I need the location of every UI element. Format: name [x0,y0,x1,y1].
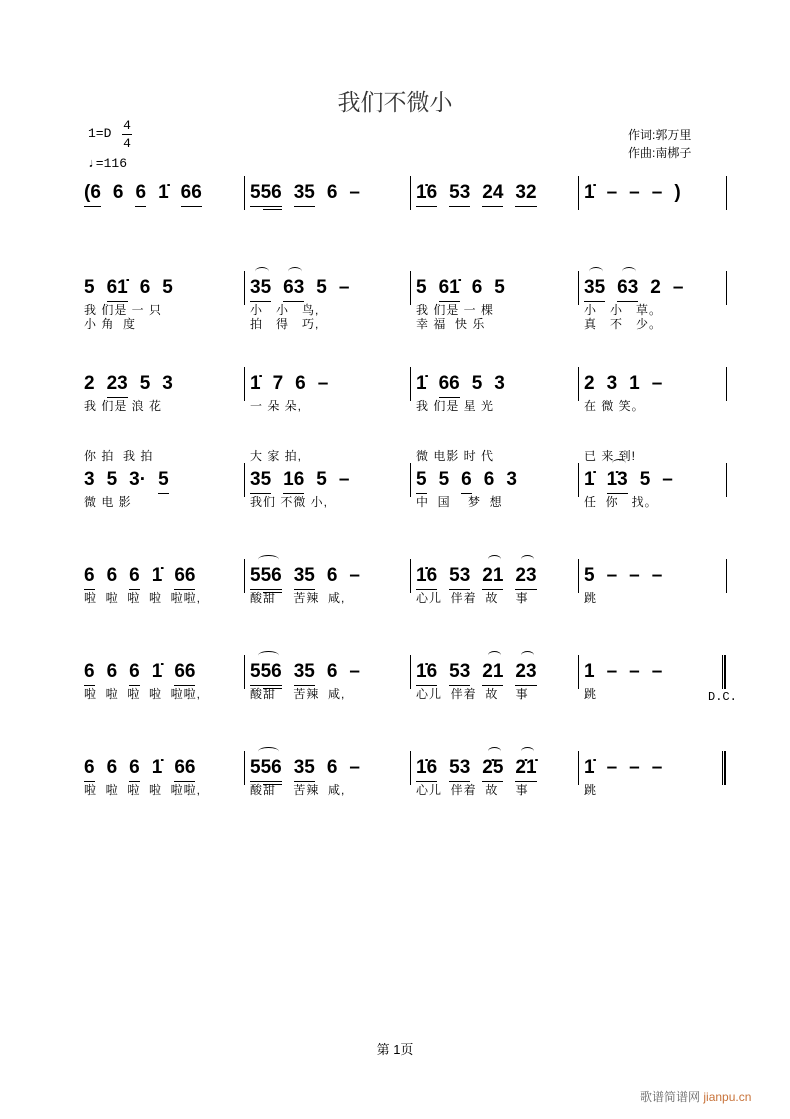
note: 63 [617,277,638,302]
note: 53 [449,661,470,686]
note: 556 [250,757,282,782]
note: 1̇ [584,757,595,778]
lyrics-verse-1: 小 小 鸟, [250,303,320,317]
slur-mark [488,651,502,660]
measure-notes [584,565,674,589]
note: 2̇5 [482,757,503,782]
lyrics-verse-1: 我们 不微 小, [250,495,329,509]
score-row [0,182,790,242]
slur-mark [288,267,302,276]
time-sig-bottom: 4 [123,136,131,151]
note: 35 [250,277,271,302]
lyrics-verse-1: 心儿 伴着 故 事 [416,687,529,701]
note: – [338,277,350,298]
barline [244,367,245,401]
note: 6 [84,565,95,590]
end-barline [722,655,726,689]
barline [578,176,579,210]
lyrics-verse-2: 你 拍 我 拍 [84,449,154,463]
note: 5 [639,469,651,490]
measure-notes [416,565,549,590]
note: 5 [139,373,151,394]
measure-notes [584,661,674,685]
da-capo-marking: D.C. [708,690,737,704]
slur-mark [258,747,279,756]
lyrics-verse-1: 酸甜 苦辣 咸, [250,687,346,701]
score-row [0,373,790,463]
note: 66 [181,182,202,207]
barline [410,655,411,689]
note: – [651,373,663,394]
note: 63 [283,277,304,302]
note: – [349,661,360,682]
note: 35 [584,277,605,302]
note: – [349,565,360,586]
measure-notes [250,757,372,782]
credits [628,126,691,162]
lyrics-verse-1: 酸甜 苦辣 咸, [250,783,346,797]
lyrics-verse-1: 小 小 草。 [584,303,663,317]
barline [410,751,411,785]
end-barline [726,463,727,497]
note: 3 [162,373,173,394]
note: 6 [326,661,338,682]
measure-notes [250,469,361,494]
lyrics-verse-1: 酸甜 苦辣 咸, [250,591,346,605]
note: – [629,661,640,682]
note: 6 [106,565,118,586]
note: 1̇ [250,373,261,394]
lyrics-verse-1: 我 们是 一 只 [84,303,163,317]
lyrics-verse-2: 微 电影 时 代 [416,449,495,463]
note: 35 [294,661,315,686]
note: 23 [515,565,536,590]
measure-notes [84,661,207,686]
note: 6 [461,469,472,494]
end-barline [726,559,727,593]
note: – [606,565,618,586]
note: 556 [250,661,282,686]
note: 5 [438,469,450,490]
barline [578,367,579,401]
end-barline [726,176,727,210]
lyrics-verse-1: 微 电 影 [84,495,132,509]
note: 35 [250,469,271,494]
slur-mark [521,555,535,564]
note: – [606,661,618,682]
barline [578,271,579,305]
note: 5 [494,277,505,298]
note: 21 [482,565,503,590]
lyrics-verse-2: 拍 得 巧, [250,317,320,331]
note: 5 [471,373,483,394]
note: 35 [294,757,315,782]
note: – [651,182,663,203]
lyrics-verse-1: 心儿 伴着 故 事 [416,591,529,605]
song-title: 我们不微小 [337,90,453,116]
note: 66 [174,757,195,782]
lyrics-verse-2: 已 来 到! [584,449,637,463]
barline [578,655,579,689]
end-barline [726,367,727,401]
note: 3· [129,469,147,490]
lyrics-verse-1: 跳 [584,783,598,797]
note: 6 [471,277,483,298]
note: (6 [84,182,101,207]
note: 1̇6 [416,565,437,590]
note: – [629,182,640,203]
note: 1̇ [151,757,163,778]
note: 5 [416,277,427,298]
note: 3 [606,373,618,394]
note: 6 [326,757,338,778]
measure-notes [584,182,693,206]
lyrics-verse-1: 啦 啦 啦 啦 啦啦, [84,783,202,797]
slur-mark [521,747,535,756]
note: 2 [584,373,595,394]
lyrics-verse-2: 幸 福 快 乐 [416,317,486,331]
slur-mark [612,459,626,468]
time-signature [122,118,132,151]
note: 1 [629,373,640,394]
page-number: 第 1页 [376,1042,414,1057]
lyrics-verse-2: 小 角 度 [84,317,137,331]
note: 6 [295,373,306,394]
lyrics-verse-1: 一 朵 朵, [250,399,303,413]
note: 5 [162,277,173,298]
note: 6 [106,661,118,682]
measure-notes [416,182,549,207]
note: 6 [483,469,495,490]
note: 6 [84,661,95,686]
note: 1̇3 [607,469,628,494]
watermark-cn: 歌谱简谱网 [640,1090,701,1104]
note: 6 [135,182,146,207]
note: 6 [129,757,140,782]
barline [410,559,411,593]
note: 1̇ [584,469,595,490]
note: – [651,661,663,682]
barline [578,559,579,593]
score-row [0,277,790,337]
note: – [651,565,663,586]
note: 1̇6 [416,757,437,782]
measure-notes [416,373,517,398]
note: – [349,182,360,203]
measure-notes [84,182,214,207]
key-signature: 1=D [88,126,112,141]
note: 5 [416,469,427,494]
end-barline [722,751,726,785]
lyrics-verse-1: 在 微 笑。 [584,399,645,413]
note: 556 [250,182,282,207]
note: 23 [515,661,536,686]
score-row [0,661,790,721]
measure-notes [84,565,207,590]
slur-mark [521,651,535,660]
lyrics-verse-1: 啦 啦 啦 啦 啦啦, [84,591,202,605]
measure-notes [84,373,185,398]
barline [578,751,579,785]
note: 53 [449,565,470,590]
note: – [629,565,640,586]
note: 5 [584,565,595,586]
note: 3 [506,469,517,490]
measure-notes [250,661,372,686]
note: 5 [316,277,327,298]
composer: 作曲:南梆子 [628,146,692,160]
slur-mark [589,267,603,276]
note: 1 [584,661,595,682]
note: – [629,757,640,778]
measure-notes [416,469,529,494]
measure-notes [84,469,181,494]
note: 2̇1̇ [515,757,536,782]
lyrics-verse-2: 真 不 少。 [584,317,663,331]
score-row [0,757,790,817]
barline [410,367,411,401]
note: 3 [84,469,95,490]
slur-mark [622,267,636,276]
note: 61̇ [439,277,460,302]
note: 5 [84,277,95,298]
note: 6 [326,182,338,203]
barline [244,176,245,210]
note: 1̇ [151,565,163,586]
measure-notes [584,373,674,397]
note: 1̇6 [416,661,437,686]
time-sig-top: 4 [123,118,131,133]
note: – [349,757,360,778]
note: 6 [129,661,140,686]
lyrics-verse-2: 大 家 拍, [250,449,303,463]
score-row [0,565,790,625]
slur-mark [488,747,502,756]
lyricist: 作词:郭万里 [628,128,692,142]
note: 66 [439,373,460,398]
barline [244,559,245,593]
barline [410,176,411,210]
note: 35 [294,565,315,590]
note: – [662,469,673,490]
measure-notes [416,757,549,782]
barline [244,463,245,497]
measure-notes [584,469,685,494]
note: 6 [129,565,140,590]
time-sig-divider [122,134,132,135]
note: 1̇ [584,182,595,203]
lyrics-verse-1: 我 们是 一 棵 [416,303,495,317]
note: 66 [174,661,195,686]
lyrics-verse-1: 中 国 梦 想 [416,495,503,509]
measure-notes [250,565,372,590]
note: 6 [84,757,95,782]
barline [578,463,579,497]
note: ) [674,182,681,203]
note: 32 [515,182,536,207]
watermark-url: jianpu.cn [703,1090,752,1104]
measure-notes [584,277,695,302]
note: – [606,182,618,203]
measure-notes [250,373,340,397]
lyrics-verse-1: 跳 [584,591,598,605]
lyrics-verse-1: 我 们是 浪 花 [84,399,163,413]
slur-mark [258,555,279,564]
barline [410,271,411,305]
note: 3 [494,373,505,394]
note: 23 [107,373,128,398]
note: – [651,757,663,778]
barline [244,655,245,689]
measure-notes [84,277,185,302]
note: – [606,757,618,778]
lyrics-verse-1: 跳 [584,687,598,701]
note: 2 [650,277,661,298]
note: 5 [158,469,169,494]
note: 5 [106,469,118,490]
note: 6 [106,757,118,778]
note: 2 [84,373,95,394]
note: 35 [294,182,315,207]
note: – [338,469,350,490]
note: 66 [174,565,195,590]
slur-mark [255,267,269,276]
barline [244,751,245,785]
note: 21 [482,661,503,686]
lyrics-verse-1: 心儿 伴着 故 事 [416,783,529,797]
end-barline [726,271,727,305]
measure-notes [416,661,549,686]
note: – [317,373,329,394]
note: 6 [112,182,124,203]
note: 16 [283,469,304,494]
note: 1̇6 [416,182,437,207]
note: 6 [326,565,338,586]
score-row [0,469,790,529]
note: 1̇ [158,182,169,203]
slur-mark [488,555,502,564]
note: 556 [250,565,282,590]
measure-notes [250,277,361,302]
note: 24 [482,182,503,207]
measure-notes [584,757,674,781]
measure-notes [416,277,517,302]
note: – [672,277,684,298]
tempo-marking: ♩=116 [88,156,128,171]
watermark [640,1088,751,1105]
lyrics-verse-1: 任 你 找。 [584,495,658,509]
measure-notes [250,182,372,207]
measure-notes [84,757,207,782]
note: 1̇ [151,661,163,682]
note: 1̇ [416,373,427,394]
slur-mark [258,651,279,660]
note: 53 [449,182,470,207]
note: 6 [139,277,151,298]
note: 5 [316,469,327,490]
barline [244,271,245,305]
note: 7 [272,373,284,394]
lyrics-verse-1: 啦 啦 啦 啦 啦啦, [84,687,202,701]
barline [410,463,411,497]
lyrics-verse-1: 我 们是 星 光 [416,399,495,413]
note: 53 [449,757,470,782]
note: 61̇ [107,277,128,302]
